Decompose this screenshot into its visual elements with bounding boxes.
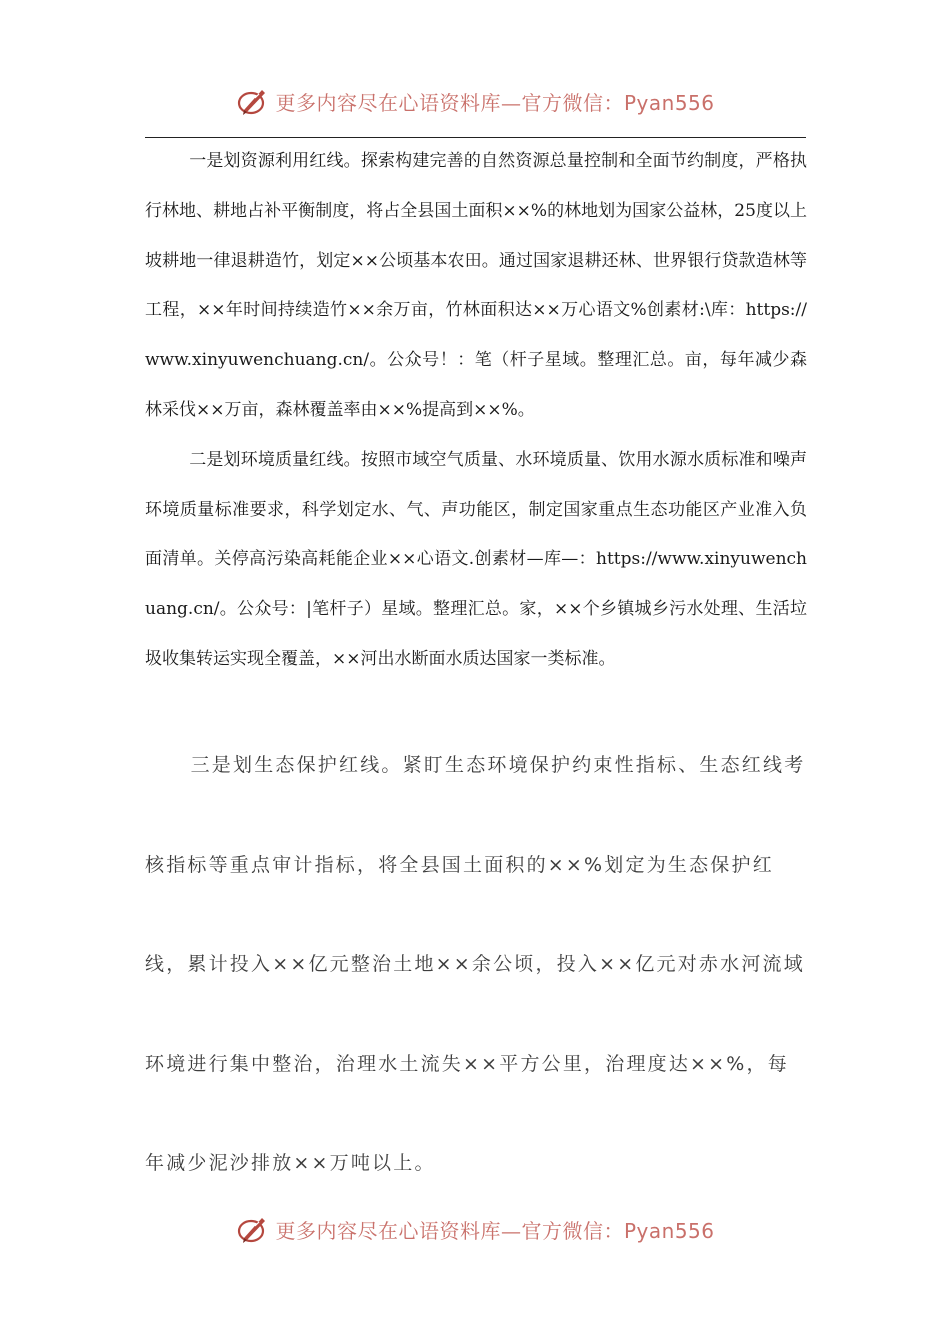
document-body <box>145 137 807 685</box>
wechat-id: Pyan556 <box>623 90 715 115</box>
footer-banner <box>0 1212 950 1246</box>
banner-slogan: 更多内容尽在心语资料库—官方微信： <box>275 90 624 115</box>
header-banner <box>0 84 950 118</box>
paragraph-resource-redline: 一是划资源利用红线。探索构建完善的自然资源总量控制和全面节约制度，严格执行林地、耕地占补平衡制度，将占全县国土面积××%的林地划为国家公益林，25度以上坡耕地一律退耕造竹，划定××公顷基本农田。通过国家退耕还林、世界银行贷款造林等工程，××年时间持续造竹××余万亩，竹林面积达××万心语文%创素材:\库：https://www.xinyuwenchuang.cn/。公众号！：笔（杆子星域。整理汇总。亩，每年减少森林采伐××万亩，森林覆盖率由××%提高到××%。 <box>145 151 807 420</box>
quill-pen-logo-icon <box>235 84 269 118</box>
paragraph-ecology-redline: 三是划生态保护红线。紧盯生态环境保护约束性指标、生态红线考核指标等重点审计指标，将全县国土面积的××%划定为生态保护红线，累计投入××亿元整治土地××余公顷，投入××亿元对赤水河流域环境进行集中整治，治理水土流失××平方公里，治理度达××%，每年减少泥沙排放××万吨以上。 <box>145 754 806 1175</box>
banner-text <box>275 87 714 116</box>
banner-text <box>275 1215 714 1244</box>
wechat-id: Pyan556 <box>623 1218 715 1243</box>
paragraph-environment-redline: 二是划环境质量红线。按照市域空气质量、水环境质量、饮用水源水质标准和噪声环境质量标准要求，科学划定水、气、声功能区，制定国家重点生态功能区产业准入负面清单。关停高污染高耗能企业××心语文.创素材—库—：https://www.xinyuwenchuang.cn/。公众号：|笔杆子）星域。整理汇总。家，××个乡镇城乡污水处理、生活垃圾收集转运实现全覆盖，××河出水断面水质达国家一类标准。 <box>145 449 807 669</box>
banner-slogan: 更多内容尽在心语资料库—官方微信： <box>275 1218 624 1243</box>
quill-pen-logo-icon <box>235 1212 269 1246</box>
